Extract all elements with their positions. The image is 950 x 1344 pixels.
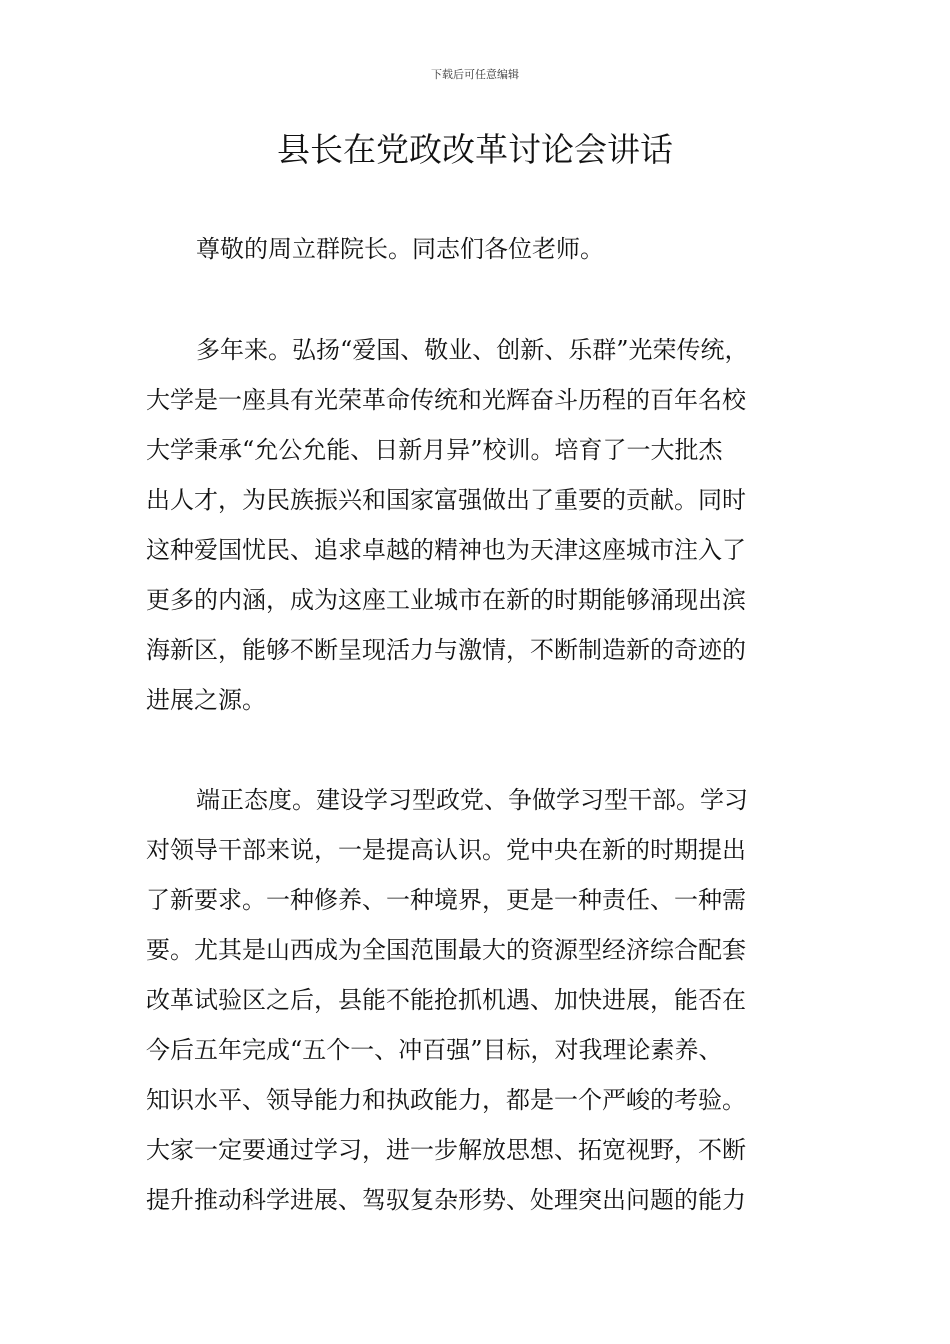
header-note: 下载后可任意编辑	[431, 68, 519, 81]
paragraph-line: 提升推动科学进展、驾驭复杂形势、处理突出问题的能力	[146, 1186, 746, 1214]
paragraph-line: 这种爱国忧民、追求卓越的精神也为天津这座城市注入了	[146, 536, 746, 564]
paragraph-line: 今后五年完成“五个一、冲百强”目标，对我理论素养、	[146, 1036, 723, 1064]
paragraph-line: 大家一定要通过学习，进一步解放思想、拓宽视野，不断	[146, 1136, 746, 1164]
paragraph-1	[146, 325, 810, 725]
paragraph-line: 进展之源。	[146, 686, 266, 714]
paragraph-line: 大学秉承“允公允能、日新月异”校训。培育了一大批杰	[146, 436, 723, 464]
paragraph-2	[146, 775, 810, 1225]
paragraph-line: 海新区，能够不断呈现活力与激情，不断制造新的奇迹的	[146, 636, 746, 664]
paragraph-line: 多年来。弘扬“爱国、敬业、创新、乐群”光荣传统，	[196, 336, 749, 364]
paragraph-line: 要。尤其是山西成为全国范围最大的资源型经济综合配套	[146, 936, 746, 964]
paragraph-line: 改革试验区之后，县能不能抢抓机遇、加快进展，能否在	[146, 986, 746, 1014]
paragraph-line: 大学是一座具有光荣革命传统和光辉奋斗历程的百年名校	[146, 386, 746, 414]
paragraph-line: 知识水平、领导能力和执政能力，都是一个严峻的考验。	[146, 1086, 746, 1114]
greeting-paragraph	[146, 224, 810, 274]
document-title: 县长在党政改革讨论会讲话	[277, 130, 673, 169]
paragraph-line: 更多的内涵，成为这座工业城市在新的时期能够涌现出滨	[146, 586, 746, 614]
paragraph-line: 对领导干部来说，一是提高认识。党中央在新的时期提出	[146, 836, 746, 864]
paragraph-line: 端正态度。建设学习型政党、争做学习型干部。学习	[196, 786, 748, 814]
greeting-line: 尊敬的周立群院长。同志们各位老师。	[196, 235, 604, 263]
paragraph-line: 出人才，为民族振兴和国家富强做出了重要的贡献。同时	[146, 486, 746, 514]
paragraph-line: 了新要求。一种修养、一种境界，更是一种责任、一种需	[146, 886, 746, 914]
